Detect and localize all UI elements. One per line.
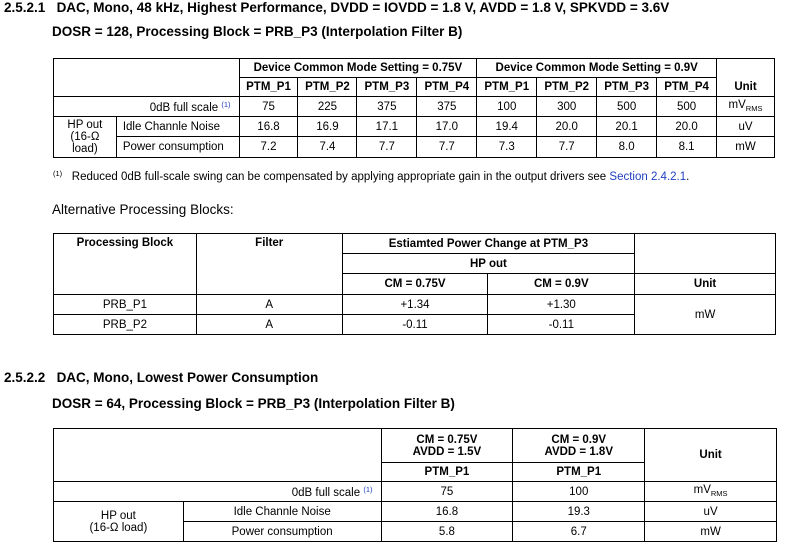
unit-header: Unit	[645, 429, 777, 482]
table-cell: 7.2	[239, 137, 298, 158]
table-cell: A	[196, 295, 342, 315]
col-header: PTM_P1	[477, 78, 537, 97]
table-cell: 16.9	[298, 117, 357, 137]
header-unit: Unit	[635, 274, 776, 295]
section-heading-2-5-2-2	[4, 370, 318, 385]
col-header: PTM_P4	[417, 78, 477, 97]
section-title: DAC, Mono, 48 kHz, Highest Performance, DVDD = IOVDD = 1.8 V, AVDD = 1.8 V, SPKVDD = 3.6V	[56, 0, 670, 15]
unit-cell: mW	[645, 522, 777, 542]
table-cell: -0.11	[342, 315, 488, 335]
section-link[interactable]: Section 2.4.2.1	[609, 171, 687, 183]
table-cell: 7.3	[477, 137, 537, 158]
table-cell: 7.7	[537, 137, 597, 158]
alt-blocks-title: Alternative Processing Blocks:	[52, 202, 234, 217]
table-cell: -0.11	[488, 315, 635, 335]
row-label-noise: Idle Channle Noise	[183, 502, 381, 522]
header-cm-0-75: CM = 0.75V	[342, 274, 488, 295]
footnote-ref: (1)	[221, 100, 231, 109]
unit-header: Unit	[717, 59, 775, 97]
row-label-fullscale: 0dB full scale $^{(1)}$	[54, 97, 240, 117]
section-subheading: DOSR = 128, Processing Block = PRB_P3 (Interpolation Filter B)	[52, 24, 463, 39]
table-cell: PRB_P1	[54, 295, 197, 315]
alt-blocks-table	[53, 233, 776, 335]
col-header: PTM_P3	[357, 78, 417, 97]
table-cell: 20.0	[537, 117, 597, 137]
table-cell: PRB_P2	[54, 315, 197, 335]
table-cell: 500	[597, 97, 657, 117]
low-power-table	[53, 428, 777, 542]
table-cell: 100	[513, 482, 645, 502]
table-cell: 17.0	[417, 117, 477, 137]
unit-cell: mW	[717, 137, 775, 158]
table-cell: 19.4	[477, 117, 537, 137]
col-header: PTM_P1	[513, 463, 645, 482]
hp-out-label: HP out (16-Ω load)	[54, 502, 184, 542]
table-cell: 16.8	[239, 117, 298, 137]
row-label-noise: Idle Channle Noise	[116, 117, 239, 137]
header-power-change: Estiamted Power Change at PTM_P3	[342, 234, 635, 254]
header-cm-0-9: CM = 0.9V	[488, 274, 635, 295]
footnote-mark: (1)	[53, 169, 63, 178]
table-cell: 6.7	[513, 522, 645, 542]
col-header: PTM_P1	[239, 78, 298, 97]
table-cell: 375	[417, 97, 477, 117]
table-cell: 7.7	[417, 137, 477, 158]
table-cell: A	[196, 315, 342, 335]
unit-cell: uV	[717, 117, 775, 137]
table-cell: +1.34	[342, 295, 488, 315]
table-cell: 5.8	[381, 522, 513, 542]
row-label-power: Power consumption	[183, 522, 381, 542]
table-cell: 375	[357, 97, 417, 117]
table-cell: 100	[477, 97, 537, 117]
unit-cell: $mV_{RMS}$	[717, 97, 775, 117]
footnote: $^{(1)}$ Reduced 0dB full-scale swing can be compensated by applying appropriate gain in the output drivers see Section 2.4.2.1.	[53, 169, 690, 183]
col-header: PTM_P2	[537, 78, 597, 97]
unit-cell: mW	[635, 295, 776, 335]
footnote-text: Reduced 0dB full-scale swing can be compensated by applying appropriate gain in the output drivers see	[71, 171, 610, 183]
table-corner	[54, 59, 240, 97]
table-cell: 17.1	[357, 117, 417, 137]
header-cm-0-9: CM = 0.9V AVDD = 1.8V	[513, 429, 645, 463]
table-cell: 225	[298, 97, 357, 117]
unit-cell: uV	[645, 502, 777, 522]
section-subheading: DOSR = 64, Processing Block = PRB_P3 (Interpolation Filter B)	[52, 396, 455, 411]
section-heading-2-5-2-1	[4, 0, 669, 15]
section-number: 2.5.2.2	[4, 370, 46, 385]
hp-out-label: HP out (16-Ω load)	[54, 117, 117, 158]
table-cell: 7.4	[298, 137, 357, 158]
table-cell: 8.0	[597, 137, 657, 158]
table-cell: 20.0	[657, 117, 717, 137]
table-cell: 75	[381, 482, 513, 502]
col-header: PTM_P3	[597, 78, 657, 97]
unit-cell: $mV_{RMS}$	[645, 482, 777, 502]
footnote-ref: (1)	[363, 485, 373, 494]
col-header: PTM_P2	[298, 78, 357, 97]
row-label-fullscale: 0dB full scale $^{(1)}$	[54, 482, 382, 502]
row-label-power: Power consumption	[116, 137, 239, 158]
header-hp-out: HP out	[342, 254, 635, 274]
table-cell: 19.3	[513, 502, 645, 522]
table-cell: 7.7	[357, 137, 417, 158]
header-blank	[635, 234, 776, 274]
group-header-cm-0-75: Device Common Mode Setting = 0.75V	[239, 59, 477, 78]
section-number: 2.5.2.1	[4, 0, 46, 15]
table-cell: 75	[239, 97, 298, 117]
table-corner	[54, 429, 382, 482]
header-cm-0-75: CM = 0.75V AVDD = 1.5V	[381, 429, 513, 463]
col-header: PTM_P4	[657, 78, 717, 97]
section-title: DAC, Mono, Lowest Power Consumption	[56, 370, 319, 385]
table-cell: 16.8	[381, 502, 513, 522]
table-cell: 20.1	[597, 117, 657, 137]
table-cell: 8.1	[657, 137, 717, 158]
header-processing-block: Processing Block	[54, 234, 197, 295]
table-cell: 300	[537, 97, 597, 117]
group-header-cm-0-9: Device Common Mode Setting = 0.9V	[477, 59, 717, 78]
performance-table	[53, 58, 775, 158]
col-header: PTM_P1	[381, 463, 513, 482]
table-cell: +1.30	[488, 295, 635, 315]
header-filter: Filter	[196, 234, 342, 295]
table-cell: 500	[657, 97, 717, 117]
